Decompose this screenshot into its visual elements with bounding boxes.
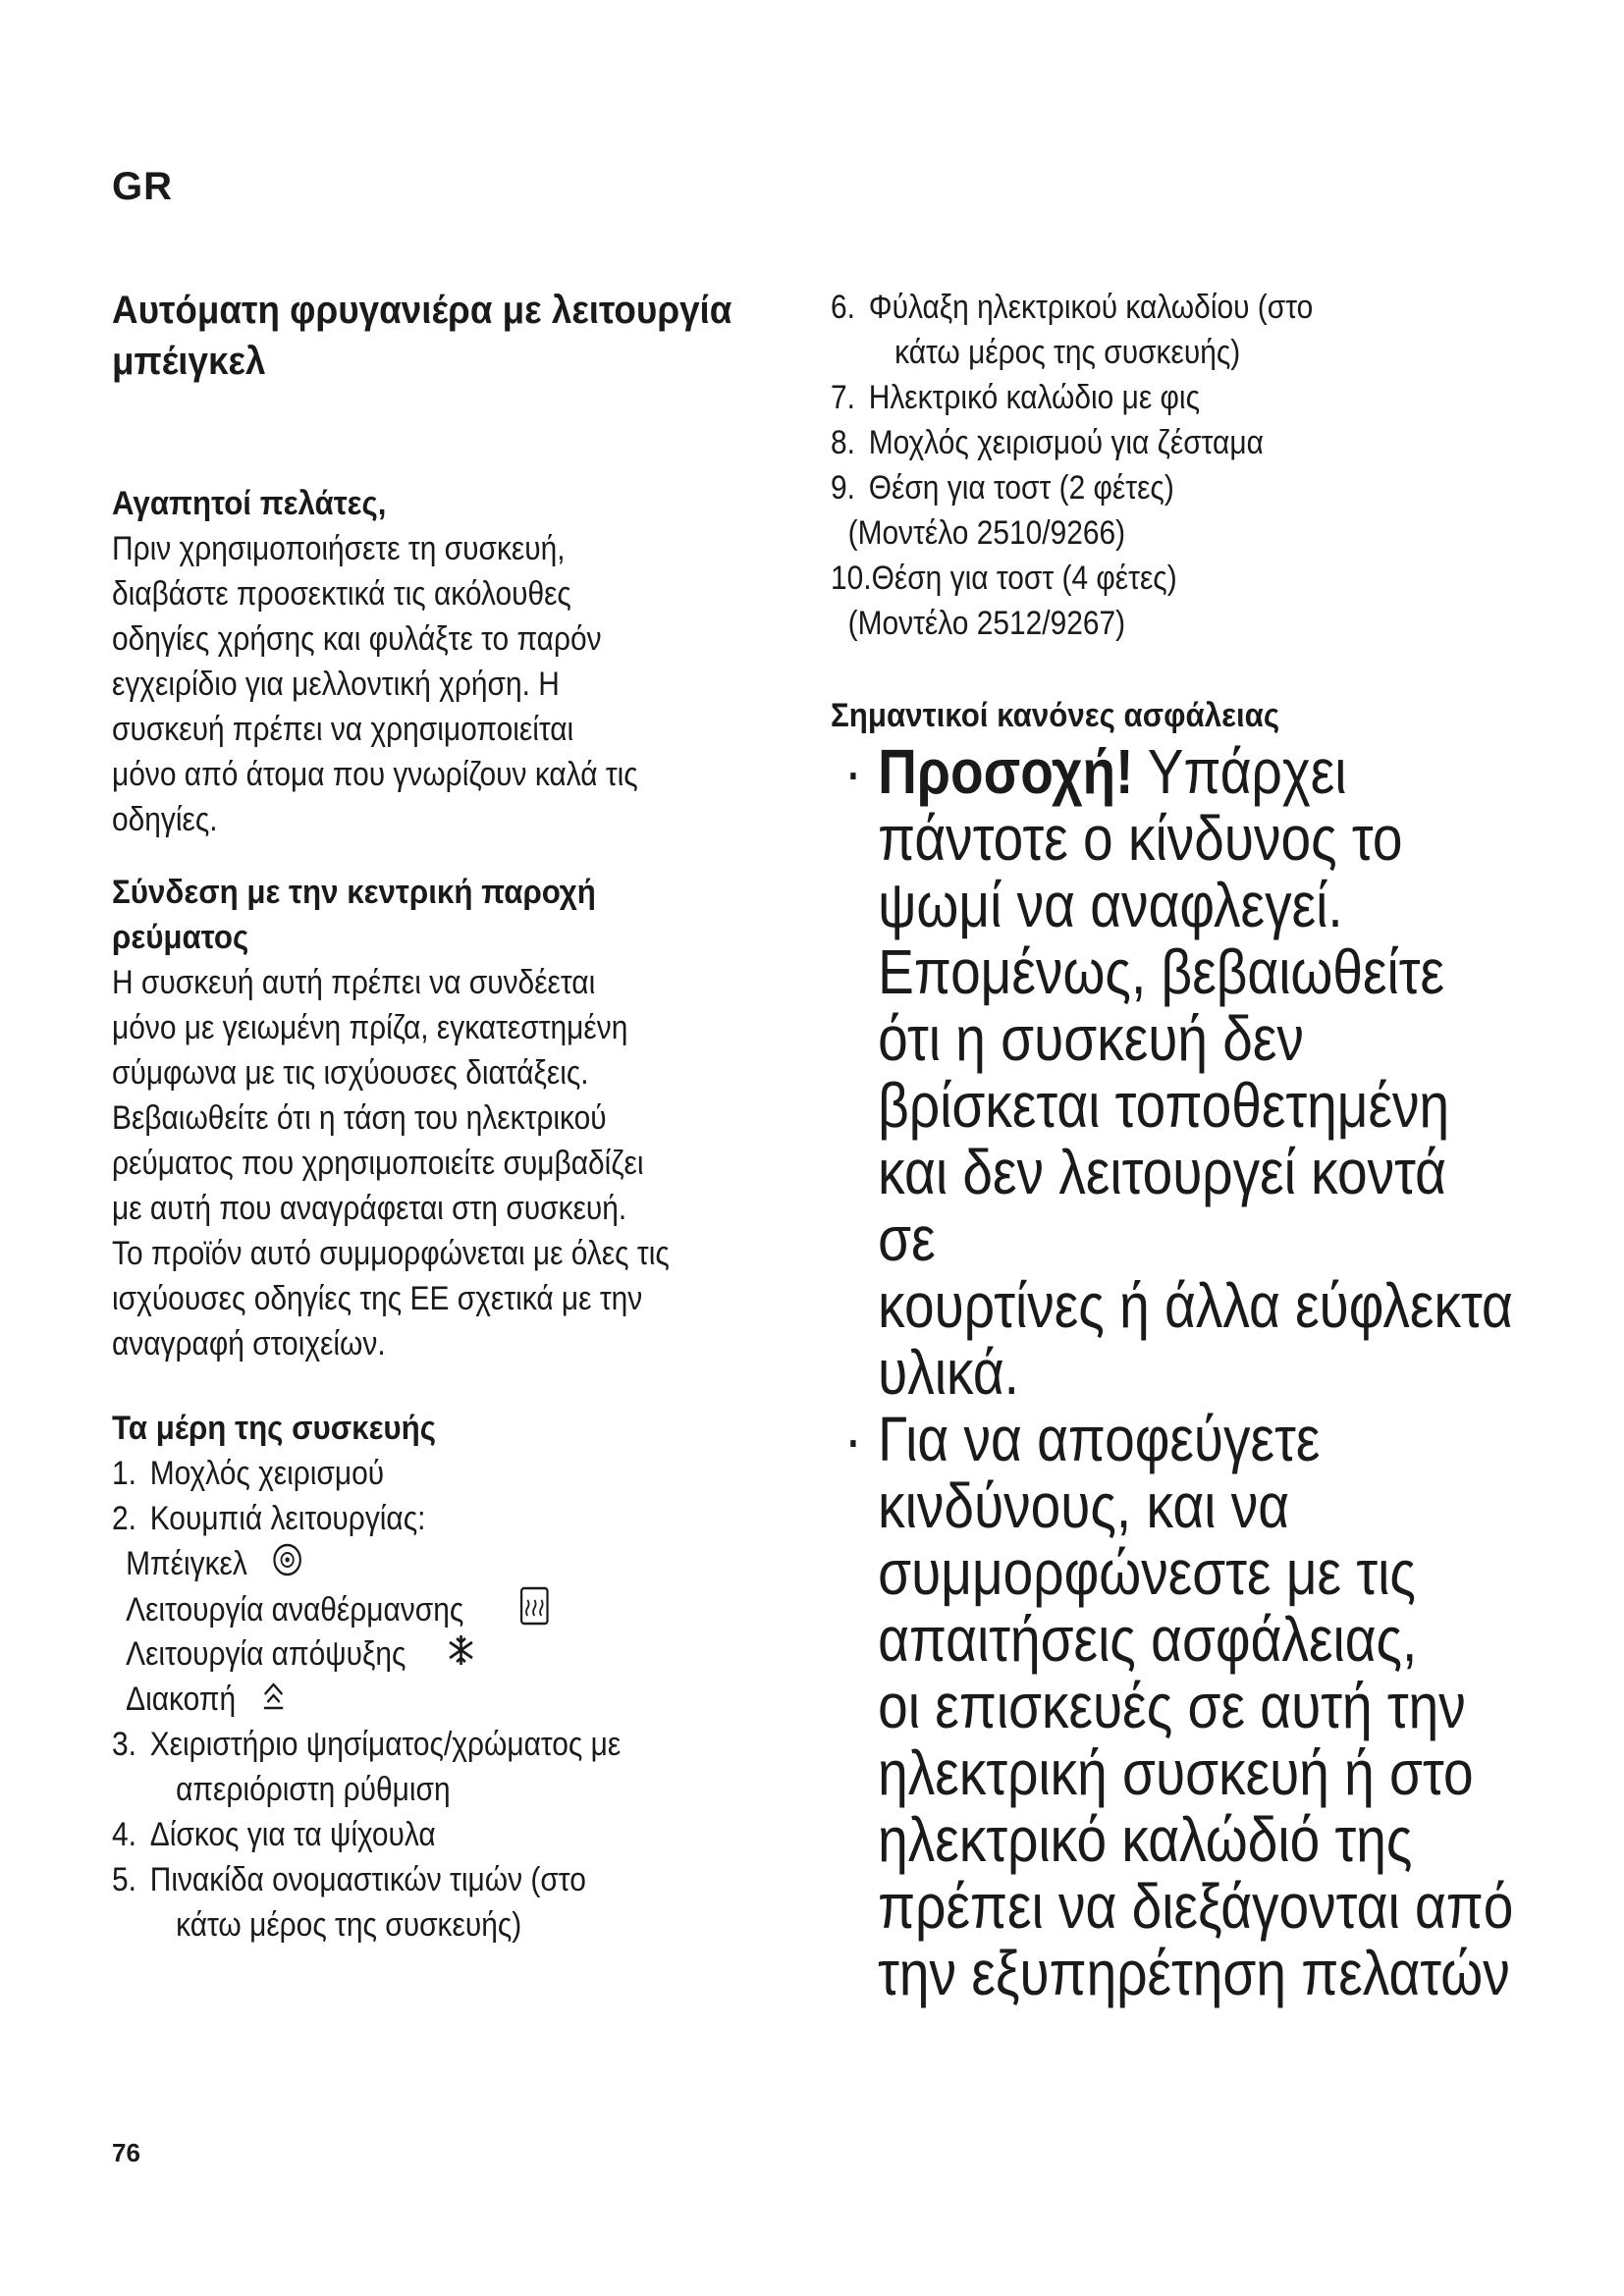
text-line: ρεύματος που χρησιμοποιείτε συμβαδίζει	[112, 1145, 644, 1182]
text-line: Για να αποφεύγετε	[878, 1404, 1321, 1474]
title-line: Αυτόματη φρυγανιέρα με λειτουργία	[112, 289, 732, 332]
snowflake-icon	[445, 1632, 476, 1680]
title-line: μπέιγκελ	[112, 340, 266, 383]
list-item	[112, 1857, 801, 1948]
item-number: 6.	[831, 289, 855, 326]
text-line: σύμφωνα με τις ισχύουσες διατάξεις.	[112, 1054, 589, 1092]
item-text: Μοχλός χειρισμού	[149, 1455, 385, 1492]
item-number: 4.	[112, 1816, 136, 1853]
language-code: GR	[112, 165, 173, 208]
item-continuation: (Μοντέλο 2510/9266)	[847, 514, 1126, 552]
bullet-marker: ·	[843, 736, 863, 807]
item-text: Θέση για τοστ (4 φέτες)	[871, 560, 1177, 597]
safety-bullet	[831, 738, 1518, 1406]
text-line: Πριν χρησιμοποιήσετε τη συσκευή,	[112, 530, 566, 567]
safety-heading: Σημαντικοί κανόνες ασφάλειας	[831, 697, 1280, 734]
stop-icon	[259, 1679, 287, 1724]
text-line: ότι η συσκευή δεν	[878, 1003, 1304, 1074]
text-line: οδηγίες χρήσης και φυλάξτε το παρόν	[112, 620, 602, 658]
text-line: κινδύνους, και να	[878, 1470, 1290, 1541]
text-line: υλικά.	[878, 1337, 1019, 1408]
text-line: Υπάρχει	[1133, 736, 1347, 807]
parts-list-continued	[831, 285, 1510, 646]
list-item	[831, 465, 1510, 556]
item-number: 2.	[112, 1500, 136, 1537]
list-item	[831, 420, 1510, 465]
item-continuation: απεριόριστη ρύθμιση	[176, 1771, 451, 1808]
item-number: 7.	[831, 379, 855, 416]
item-continuation: (Μοντέλο 2512/9267)	[847, 605, 1126, 642]
safety-bullet	[831, 1406, 1518, 2006]
item-number: 10.	[831, 560, 872, 597]
safety-list	[831, 738, 1518, 2006]
list-item	[112, 1722, 801, 1812]
list-item	[831, 375, 1510, 420]
function-label: Μπέιγκελ	[126, 1545, 247, 1582]
warning-label: Προσοχή!	[878, 736, 1134, 807]
item-number: 3.	[112, 1726, 136, 1763]
item-continuation: κάτω μέρος της συσκευής)	[176, 1906, 522, 1944]
text-line: εγχειρίδιο για μελλοντική χρήση. Η	[112, 666, 560, 703]
item-number: 9.	[831, 469, 855, 507]
item-text: Χειριστήριο ψησίματος/χρώματος με	[149, 1726, 622, 1763]
bagel-icon	[271, 1541, 303, 1590]
document-title	[112, 285, 795, 387]
bullet-marker: ·	[843, 1404, 863, 1474]
list-item	[112, 1451, 801, 1496]
function-stop	[112, 1677, 801, 1722]
item-text: Θέση για τοστ (2 φέτες)	[868, 469, 1174, 507]
text-line: διαβάστε προσεκτικά τις ακόλουθες	[112, 575, 571, 613]
left-column	[112, 285, 799, 1948]
heading-line: Σύνδεση με την κεντρική παροχή	[112, 874, 596, 911]
text-line: συσκευή πρέπει να χρησιμοποιείται	[112, 711, 574, 748]
text-line: οι επισκευές σε αυτή την	[878, 1671, 1466, 1741]
reheat-icon	[518, 1586, 550, 1637]
item-text: Πινακίδα ονομαστικών τιμών (στο	[149, 1861, 586, 1898]
text-line: μόνο από άτομα που γνωρίζουν καλά τις	[112, 756, 638, 793]
connection-paragraph	[112, 960, 801, 1366]
text-line: ψωμί να αναφλεγεί.	[878, 870, 1343, 940]
item-number: 5.	[112, 1861, 136, 1898]
text-line: αναγραφή στοιχείων.	[112, 1325, 386, 1362]
item-text: Μοχλός χειρισμού για ζέσταμα	[868, 424, 1264, 461]
function-defrost	[112, 1631, 801, 1677]
parts-list	[112, 1451, 801, 1948]
text-line: Επομένως, βεβαιωθείτε	[878, 936, 1445, 1007]
greeting-heading: Αγαπητοί πελάτες,	[112, 485, 387, 522]
list-item	[831, 556, 1510, 646]
text-line: πρέπει να διεξάγονται από	[878, 1871, 1514, 1942]
list-item	[112, 1496, 801, 1722]
text-line: Η συσκευή αυτή πρέπει να συνδέεται	[112, 964, 596, 1001]
function-label: Λειτουργία αναθέρμανσης	[126, 1590, 464, 1629]
list-item	[831, 285, 1510, 375]
page-number: 76	[112, 2138, 140, 2167]
text-line: ηλεκτρική συσκευή ή στο	[878, 1737, 1474, 1808]
function-reheat	[112, 1586, 801, 1631]
text-line: και δεν λειτουργεί κοντά σε	[878, 1137, 1446, 1274]
heading-line: ρεύματος	[112, 919, 249, 956]
item-text: Δίσκος για τα ψίχουλα	[149, 1816, 436, 1853]
item-number: 1.	[112, 1455, 136, 1492]
text-line: την εξυπηρέτηση πελατών	[878, 1938, 1510, 2008]
text-line: με αυτή που αναγράφεται στη συσκευή.	[112, 1190, 627, 1227]
text-line: πάντοτε ο κίνδυνος το	[878, 803, 1403, 874]
right-column	[831, 285, 1514, 2008]
text-line: απαιτήσεις ασφάλειας,	[878, 1604, 1418, 1675]
text-line: Βεβαιωθείτε ότι η τάση του ηλεκτρικού	[112, 1099, 607, 1137]
text-line: Το προϊόν αυτό συμμορφώνεται με όλες τις	[112, 1235, 670, 1272]
parts-heading: Τα μέρη της συσκευής	[112, 1410, 437, 1447]
text-line: ηλεκτρικό καλώδιό της	[878, 1804, 1413, 1875]
intro-paragraph	[112, 526, 801, 842]
text-line: μόνο με γειωμένη πρίζα, εγκατεστημένη	[112, 1009, 628, 1046]
item-text: Κουμπιά λειτουργίας:	[149, 1500, 426, 1537]
list-item	[112, 1812, 801, 1857]
text-line: ισχύουσες οδηγίες της ΕΕ σχετικά με την	[112, 1280, 643, 1317]
connection-heading	[112, 870, 795, 960]
function-bagel	[112, 1541, 801, 1586]
text-line: κουρτίνες ή άλλα εύφλεκτα	[878, 1270, 1513, 1341]
text-line: βρίσκεται τοποθετημένη	[878, 1070, 1450, 1141]
text-line: οδηγίες.	[112, 801, 218, 838]
text-line: συμμορφώνεστε με τις	[878, 1537, 1416, 1608]
item-number: 8.	[831, 424, 855, 461]
function-label: Διακοπή	[126, 1681, 237, 1718]
function-label: Λειτουργία απόψυξης	[126, 1635, 406, 1673]
item-text: Ηλεκτρικό καλώδιο με φις	[868, 379, 1200, 416]
item-text: Φύλαξη ηλεκτρικού καλωδίου (στο	[868, 289, 1314, 326]
item-continuation: κάτω μέρος της συσκευής)	[894, 334, 1241, 371]
